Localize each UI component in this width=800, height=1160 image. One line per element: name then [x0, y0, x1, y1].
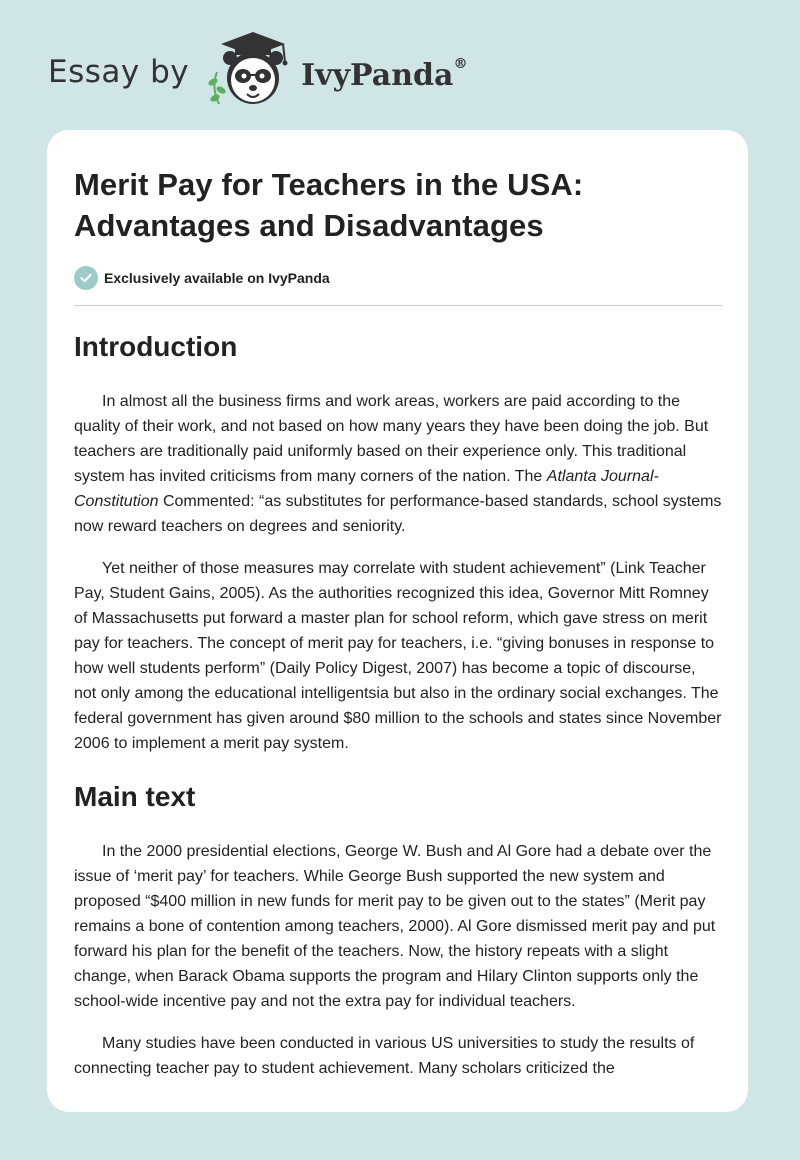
- section-heading-introduction: Introduction: [74, 331, 238, 362]
- site-header: [48, 32, 467, 112]
- essay-title-line-2: Advantages and Disadvantages: [74, 208, 544, 243]
- main-text-paragraph-1: In the 2000 presidential elections, George W. Bush and Al Gore had a debate over the issue of ‘merit pay’ for teachers. While George Bush supported the new system and proposed “$400 million in new funds for merit pay to be given out to the states” (Merit pay remains a bone of contention among teachers, 2000). Al Gore dismissed merit pay and put forward his plan for the benefit of the teachers. Now, the history repeats with a slight change, when Barack Obama supports the program and Hilary Clinton supports only the school-wide incentive pay and not the extra pay for individual teachers.: [74, 843, 716, 1010]
- registered-mark: ®: [453, 55, 468, 72]
- title-divider: [74, 305, 722, 306]
- essay-title-line-1: Merit Pay for Teachers in the USA:: [74, 167, 584, 202]
- intro-paragraph-1-emphasis: Atlanta Journal-Constitution: [74, 468, 659, 510]
- intro-paragraph-1: [74, 389, 722, 539]
- essay-title: [74, 164, 722, 246]
- section-heading-main-text: Main text: [74, 781, 196, 812]
- panda-logo-icon[interactable]: [205, 32, 295, 112]
- intro-paragraph-1-text-a: In almost all the business firms and work areas, workers are paid according to the quality of their work, and not based on how many years they have been doing the job. But teachers are traditionally paid uniformly based on their experience only. This traditional system has invited criticisms from many corners of the nation. The: [74, 393, 709, 485]
- exclusive-badge-text: Exclusively available on IvyPanda: [104, 270, 330, 286]
- essay-card: [47, 130, 748, 1112]
- checkmark-glyph: [79, 271, 93, 285]
- intro-paragraph-2: Yet neither of those measures may correlate with student achievement” (Link Teacher Pay, Student Gains, 2005). As the authorities recognized this idea, Governor Mitt Romney of Massachusetts put forward a master plan for school reform, which gave stress on merit pay for teachers. The concept of merit pay for teachers, i.e. “giving bonuses in response to how well students perform” (Daily Policy Digest, 2007) has become a topic of discourse, not only among the educational intelligentsia but also in the ordinary social exchanges. The federal government has given around $80 million to the schools and states since November 2006 to implement a merit pay system.: [74, 560, 722, 752]
- panda-logo-graphic: [205, 32, 295, 112]
- check-circle-icon: [74, 266, 98, 290]
- brand-name[interactable]: [301, 55, 468, 93]
- intro-paragraph-1-text-b: Commented: “as substitutes for performance-based standards, school systems now reward teachers on degrees and seniority.: [74, 493, 722, 535]
- exclusive-badge: [74, 265, 722, 291]
- brand-name-text: IvyPanda: [301, 57, 454, 93]
- main-text-paragraph-2: Many studies have been conducted in various US universities to study the results of connecting teacher pay to student achievement. Many scholars criticized the: [74, 1035, 695, 1077]
- essay-by-label: Essay by: [48, 54, 190, 90]
